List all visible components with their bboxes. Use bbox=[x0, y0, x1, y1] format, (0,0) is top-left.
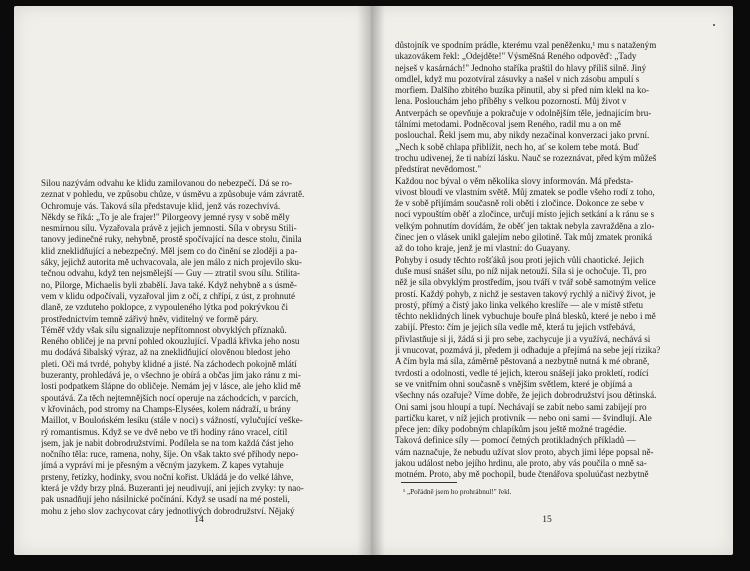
text-line: nesmírnou sílu. Vyzařovala právě z jejich jemnosti. Síla v obrysu Stili- bbox=[41, 223, 297, 234]
text-line: zabijí. Přesto: čím je jejich síla vedle mě, která tu jejich vstřebává, bbox=[395, 322, 636, 333]
text-line: lena. Poslouchám jeho příběhy s velkou pozorností. Můj život v bbox=[395, 96, 627, 107]
text-line: v křovinách, pod stromy na Champs-Elysées, kolem nádraží, u brány bbox=[41, 403, 291, 414]
text-line: losti podpatkem šlápne do obličeje. Nemám jej v lásce, ale jeho klid mě bbox=[41, 381, 301, 392]
text-line: ji vnucovat, pozmává ji, předem ji odhaduje a přejímá na sebe její rizika? bbox=[395, 345, 661, 356]
text-line: Reného obličej je na první pohled okouzlující. Vpadlá křivka jeho nosu bbox=[41, 336, 300, 347]
text-line: až do toho kraje, jenž je mi vlastní: do Guayany. bbox=[395, 243, 571, 254]
text-line: nejseš v kasárnách!" Jednoho staříka praštil do hlavy příliš silně. Jiný bbox=[395, 62, 647, 73]
text-line: přivlastňuje si ji, žádá si ji pro sebe, zachycuje ji a využívá, nechává si bbox=[395, 333, 651, 344]
text-line: trochu udivenej, že ti nabízí lásku. Nauč se rozeznávat, před kým můžeš bbox=[395, 152, 657, 163]
text-line: sáky, jejichž autorita mě uchvacovala, ale jen málo z nich projevilo sku- bbox=[41, 257, 302, 268]
text-line: zeznat v pohledu, ve způsobu chůze, v úsměvu a způsobuje vám závratě. bbox=[41, 189, 305, 200]
text-line: pak usnadňují jeho násilnické počínání. Když se usadí na mé posteli, bbox=[41, 494, 290, 505]
text-line: A čím byla má síla, záměrně pěstovaná a nezbytně nutná k mé obraně, bbox=[395, 356, 650, 367]
text-line: pleti. Oči má tvrdé, pohyby klidné a jisté. Na záchodech pokojně mlátí bbox=[41, 358, 297, 369]
text-line: předstírat nevědomost." bbox=[395, 164, 482, 175]
text-line: buzeranty, prohledává je, o všechno je obírá a občas jim jako ránu z mi- bbox=[41, 370, 301, 381]
text-line: všechny nás ozařuje? Víme dobře, že jejich dobrodružství jsou dětinská. bbox=[395, 390, 657, 401]
text-line: která je vždy brzy plná. Buzeranti jej neudivují, ani jejich zvyky: ty nao- bbox=[41, 483, 304, 494]
print-mark bbox=[713, 24, 715, 26]
text-line: velkým pohnutím dovídám, že oběť jen taktak nebyla zavražděna a zlo- bbox=[395, 220, 655, 231]
text-line: vám naznačuje, že nebudu užívat slov proto, abych jimi lépe popsal ně- bbox=[395, 446, 654, 457]
right-page-number: 15 bbox=[542, 515, 552, 525]
text-line: důstojník ve spodním prádle, kterému vzal peněženku,¹ mu s nataženým bbox=[395, 40, 657, 50]
footnote-rule bbox=[401, 482, 457, 483]
text-line: Taková definice síly — pomocí četných protikladných příkladů — bbox=[395, 435, 636, 446]
text-line: Každou noc býval o věm několika slovy informován. Má předsta- bbox=[395, 175, 634, 186]
text-line: tvrdosti a odolnosti, vedle té jejich, kterou snášejí jako prokletí, rodící bbox=[395, 367, 649, 378]
text-line: se ve vnitřním ohni současně s vnějším světlem, které je objímá a bbox=[395, 378, 633, 389]
text-line: tálními metodami. Podněcoval jsem Reného, radil mu a on mě bbox=[395, 119, 621, 130]
text-line: těchto neklidných linek vybuchuje bouře plná blesků, které je nebo i mě bbox=[395, 311, 656, 322]
text-line: Ochromuje vás. Taková síla představuje klid, jenž vás rozechvívá. bbox=[41, 200, 281, 211]
text-line: Někdy se říká: „To je ale frajer!" Pilorgeovy jemné rysy v sobě měly bbox=[41, 211, 290, 222]
text-line: morfiem. Dalšího zbitého buzíka přinutil, aby si před ním klekl na ko- bbox=[395, 85, 650, 96]
text-line: omdlel, když mu pozotvíral zásuvky a našel v nich zásobu ampulí s bbox=[395, 73, 640, 84]
right-page-text bbox=[395, 40, 705, 481]
text-line: mohu z jeho slov zachycovat cáry jednotlivých dobrodružství. Nějaký bbox=[41, 505, 295, 516]
text-line: prsteny, řetízky, hodinky, svou noční kořist. Ukládá je do velké láhve, bbox=[41, 471, 294, 482]
text-line: Antverpách se opevňuje a pokračuje v odolnějším těle, jednajícím bru- bbox=[395, 107, 652, 118]
text-line: prostřednictvím temně zářivý hněv, viditelný ve formě páry. bbox=[41, 313, 259, 324]
text-line: něž je síla obvyklým prostředím, jsou tváří v tvář sobě samotným velice bbox=[395, 277, 656, 288]
text-line: Maillot, v Boulońském lesíku (stále v noci) s vážností, vylučující veške- bbox=[41, 415, 303, 426]
text-line: Silou nazývám odvahu ke klidu zamilovanou do nebezpečí. Dá se ro- bbox=[41, 178, 292, 188]
text-line: přece jen: díky podobným chlapíkům jsou ještě možné tragédie. bbox=[395, 424, 627, 435]
text-line: noci vypouštím oběť a zločince, určují místo jejich setkání a k ránu se s bbox=[395, 209, 655, 220]
text-line: „Nech k sobě chlapa přiblížit, nech ho, ať se kolem tebe motá. Buď bbox=[395, 141, 640, 152]
text-line: mu dodává šibalský výraz, až na zneklidňující olověnou bledost jeho bbox=[41, 347, 291, 358]
footnote: ¹ „Pořádně jsem ho prohrábnul!" řekl. bbox=[403, 488, 512, 496]
text-line: činec jen o vlásek unikl galejím nebo gilotině. Tak můj zmatek proniká bbox=[395, 232, 652, 243]
text-line: ukazovákem řekl: „Odejděte!" Výsměšná Reného odpověď: „Tady bbox=[395, 51, 637, 62]
text-line: jímá a vypráví mi je přesným a věcným jazykem. Z kapes vytahuje bbox=[41, 460, 284, 471]
text-line: spoutává. Za těch nejtemnějších nocí operuje na záchodcích, v parcích, bbox=[41, 392, 299, 403]
text-line: tanovy jedinečné ruky, nehybně, prostě spočívající na desce stolu, činila bbox=[41, 234, 302, 245]
text-line: vem v klidu odpočívali, vyzařoval jim z očí, z chřípí, z úst, z prohnuté bbox=[41, 290, 295, 301]
left-page-text bbox=[41, 178, 346, 517]
text-line: partičku karet, v níž jejich protivník — nebo oni sami — švindlují. Ale bbox=[395, 412, 652, 423]
left-page bbox=[14, 6, 371, 555]
text-line: prostý, přímý a čistý jako linka velkého kreslíře — ale v místě střetu bbox=[395, 299, 643, 310]
text-line: nočního těla: ruce, ramena, nohy, šíje. On však takto své příhody nepo- bbox=[41, 449, 299, 460]
right-page bbox=[371, 6, 733, 555]
text-line: prostí. Každý pohyb, z nichž je sestaven takový rychlý a ničivý život, je bbox=[395, 288, 656, 299]
text-line: vivost bloudí ve vlastním světě. Můj zmatek se podle všeho rodí z toho, bbox=[395, 186, 655, 197]
text-line: rý romantismus. Když se ve dvě nebo ve tři hodiny ráno vracel, cítil bbox=[41, 426, 288, 437]
text-line: Oni sami jsou hloupí a tupí. Nechávají se zabít nebo sami zabíjejí pro bbox=[395, 401, 647, 412]
text-line: Téměř vždy však sílu signalizuje nepřítomnost obvyklých příznaků. bbox=[41, 324, 287, 335]
text-line: že v sobě přijímám současně roli oběti i zločince. Dokonce ze sebe v bbox=[395, 198, 644, 209]
left-page-number: 14 bbox=[194, 515, 204, 525]
text-line: klid zneklidňující a nebezpečný. Měl jsem co do činění se zloději a pa- bbox=[41, 245, 298, 256]
text-line: motném. Proto, aby mě pochopil, bude čtenářova spoluúčast nezbytně bbox=[395, 469, 649, 480]
text-line: duše musí snášet sílu, po níž nijak netouží. Síla si je ochočuje. Ti, pro bbox=[395, 265, 647, 276]
text-line: jsem, jak je nabit dobrodružstvími. Podílela se na tom každá část jeho bbox=[41, 437, 294, 448]
text-line: no, Pilorge, Michaelis byli zbabělí. Java také. Když nehybně a s úsmě- bbox=[41, 279, 297, 290]
text-line: jakou událost nebo jejího hrdinu, ale proto, aby vás poučila o mně sa- bbox=[395, 457, 647, 468]
text-line: dlaně, ze vzduteho poklopce, z vypouleného lýtka pod pokrývkou či bbox=[41, 302, 288, 313]
text-line: tečnou odvahu, když ten nejsmělejší — Guy — ztratil svou sílu. Stilita- bbox=[41, 268, 301, 279]
text-line: Pohyby i osudy těchto rošťáků jsou proti jejich vůli chaotické. Jejich bbox=[395, 254, 644, 265]
text-line: poslouchal. Řekl jsem mu, aby nikdy nezačínal konverzaci jako první. bbox=[395, 130, 650, 141]
